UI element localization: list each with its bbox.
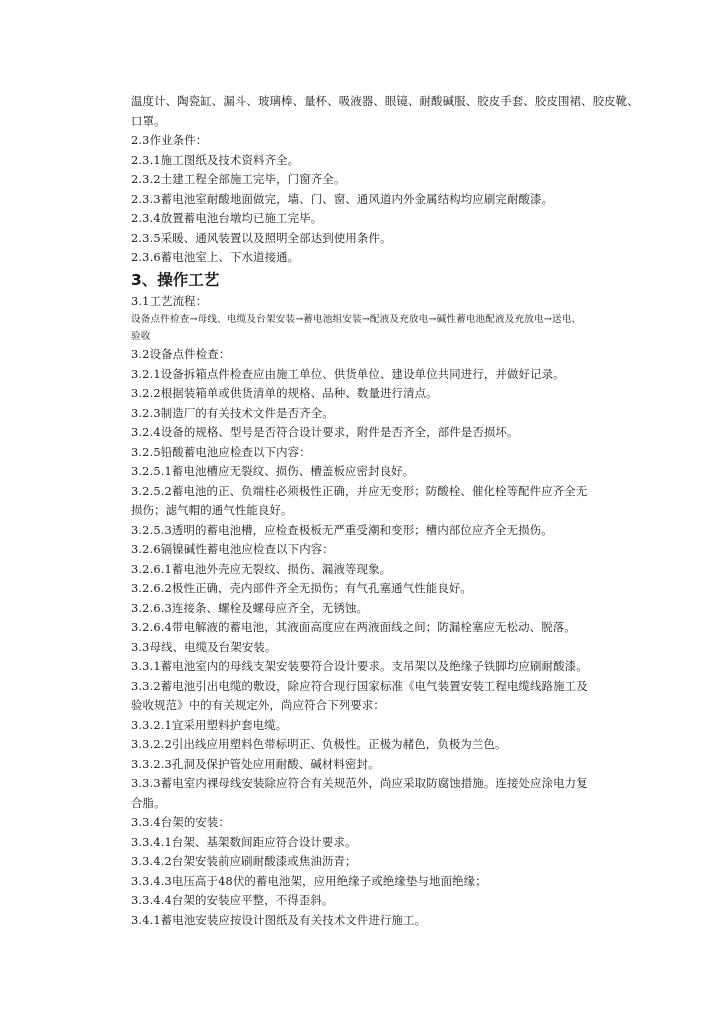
text-line: 2.3.6蓄电池室上、下水道接通。 [131,250,300,264]
text-line: 3.2.5.3透明的蓄电池槽，应检查极板无严重受潮和变形；槽内部位应齐全无损伤。 [131,522,553,537]
text-line: 3.3.4.3电压高于48伏的蓄电池架，应用绝缘子或绝缘垫与地面绝缘； [131,873,487,888]
text-line: 3.3.4.1台架、基架数间距应符合设计要求。 [131,834,357,849]
text-line: 3.3.3蓄电室内裸母线安装除应符合有关规范外，尚应采取防腐蚀措施。连接处应涂电力复 [131,776,588,790]
process-flow-line: 设备点件检查→母线、电缆及台架安装→蓄电池组安装→配液及充放电→碱性蓄电池配液及充放电→送电、 [131,314,582,325]
text-line: 3.2.6.2极性正确，壳内部件齐全无损伤；有气孔塞通气性能良好。 [131,581,472,595]
text-line: 合脂。 [131,795,166,810]
text-line: 3.3.2蓄电池引出电缆的敷设，除应符合现行国家标准《电气装置安装工程电缆线路施工及 [131,678,588,693]
section-subheading: 3.1工艺流程： [131,293,208,308]
text-line: 损伤；滤气帽的通气性能良好。 [131,503,293,517]
text-line: 3.3.1蓄电池室内的母线支架安装要符合设计要求。支吊架以及绝缘子铁脚均应刷耐酸漆。 [131,659,588,673]
text-line: 温度计、陶瓷缸、漏斗、玻璃棒、量杯、吸液器、眼镜、耐酸碱服、胶皮手套、胶皮围裙、胶皮靴、 [131,94,639,108]
text-line: 3.2.4设备的规格、型号是否符合设计要求，附件是否齐全，部件是否损坏。 [131,425,519,439]
text-line: 3.2.5.1蓄电池槽应无裂纹、损伤、槽盖板应密封良好。 [131,464,415,478]
document-page [131,92,651,930]
text-line: 3.3.4.4台架的安装应平整，不得歪斜。 [131,893,334,907]
text-line: 3.2.2根据装箱单或供货清单的规格、品种、数量进行清点。 [131,386,438,400]
section-subheading: 3.3母线、电缆及台架安装。 [131,639,277,654]
text-line: 3.2.6.3连接条、螺栓及螺母应齐全，无锈蚀。 [131,600,369,615]
text-line: 3.2.6.4带电解液的蓄电池，其液面高度应在两液面线之间；防漏栓塞应无松动、脱落。 [131,620,576,634]
process-flow-line: 验收 [131,331,151,342]
text-line: 3.2.1设备拆箱点件检查应由施工单位、供货单位、建设单位共同进行，并做好记录。 [131,366,565,381]
text-line: 3.2.5.2蓄电池的正、负端柱必须极性正确，并应无变形；防酸栓、催化栓等配件应齐全无 [131,483,588,498]
text-line: 3.2.5铅酸蓄电池应检查以下内容： [131,444,311,459]
text-line: 2.3.3蓄电池室耐酸地面做完，墙、门、窗、通风道内外金属结构均应刷完耐酸漆。 [131,191,554,206]
text-line: 2.3.4放置蓄电池台墩均已施工完毕。 [131,211,323,225]
text-line: 2.3.5采暖、通风装置以及照明全部达到使用条件。 [131,230,392,245]
text-line: 2.3.2土建工程全部施工完毕，门窗齐全。 [131,172,346,186]
text-line: 3.2.6.1蓄电池外壳应无裂纹、损伤、漏液等现象。 [131,561,392,576]
text-line: 3.3.4.2台架安装前应刷耐酸漆或焦油沥青； [131,854,357,868]
section-subheading: 2.3作业条件： [131,133,208,147]
section-subheading: 3.2设备点件检查： [131,347,231,361]
text-line: 口罩。 [131,113,166,128]
section-heading: 3、操作工艺 [131,270,220,289]
text-line: 3.3.2.1宜采用塑料护套电缆。 [131,717,288,732]
section-subheading: 3.3.4台架的安装： [131,815,230,829]
text-line: 3.2.6镉镍碱性蓄电池应检查以下内容： [131,542,334,556]
text-line: 3.3.2.2引出线应用塑料色带标明正、负极性。正极为赭色，负极为兰色。 [131,737,507,751]
text-line: 3.3.2.3孔洞及保护管处应用耐酸、碱材料密封。 [131,756,380,771]
text-line: 2.3.1施工图纸及技术资料齐全。 [131,152,300,167]
text-line: 验收规范》中的有关规定外，尚应符合下列要求： [131,698,385,712]
text-line: 3.2.3制造厂的有关技术文件是否齐全。 [131,405,334,420]
text-line: 3.4.1蓄电池安装应按设计图纸及有关技术文件进行施工。 [131,912,427,927]
